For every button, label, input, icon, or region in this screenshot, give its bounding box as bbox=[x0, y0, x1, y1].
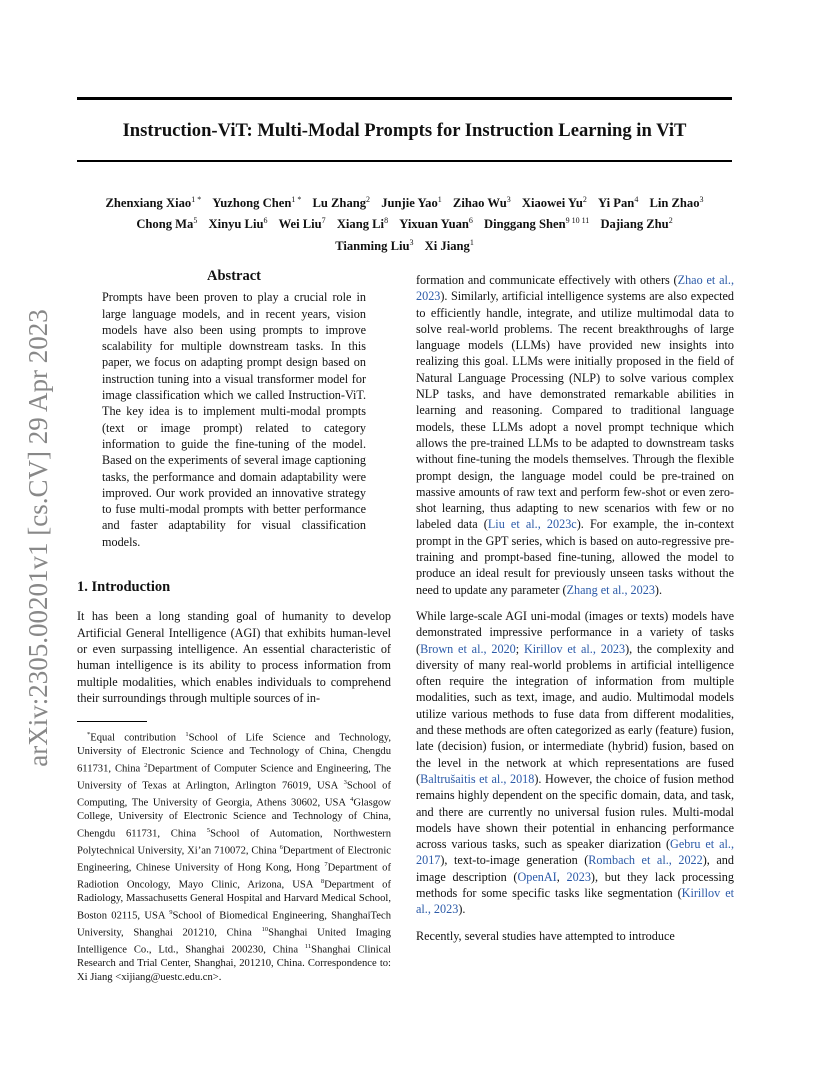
body-text: ; bbox=[515, 641, 524, 656]
author: Zihao Wu$^3$ bbox=[452, 195, 511, 211]
footnote-marker: 7 bbox=[324, 861, 328, 869]
citation-link[interactable]: Baltrušaitis et al., 2018 bbox=[420, 771, 535, 786]
paper-title: Instruction-ViT: Multi-Modal Prompts for Instruction Learning in ViT bbox=[122, 120, 687, 141]
footnote-marker: * bbox=[87, 731, 91, 739]
abstract-heading: Abstract bbox=[207, 268, 261, 284]
right-column bbox=[416, 272, 734, 944]
footnote-marker: 4 bbox=[350, 796, 354, 804]
affiliation-text: School of Computing, The University of Georgia, Athens 30602, USA bbox=[77, 780, 392, 809]
affiliation-text: School of Life Science and Technology, University of Electronic Science and Technology of China, Chengdu 611731, China bbox=[77, 732, 391, 775]
author-line-1 bbox=[77, 191, 732, 212]
author: Xi Jiang$^1$ bbox=[424, 237, 474, 253]
author: Wei Liu$^7$ bbox=[278, 216, 326, 232]
body-text: While large-scale AGI uni-modal (images or texts) models have demonstrated impressive performance in a variety of tasks ( bbox=[416, 608, 734, 656]
body-paragraph bbox=[416, 608, 734, 918]
author: Lin Zhao$^3$ bbox=[649, 195, 704, 211]
author: Dinggang Shen$^{9 10 11}$ bbox=[484, 216, 590, 232]
citation-link[interactable]: 2023 bbox=[566, 869, 591, 884]
author: Junjie Yao$^1$ bbox=[381, 195, 442, 211]
footnote-marker: 9 bbox=[169, 908, 173, 916]
author: Dajiang Zhu$^2$ bbox=[600, 216, 673, 232]
citation-link[interactable]: Gebru et al., 2017 bbox=[416, 837, 734, 868]
footnote-marker: 10 bbox=[261, 926, 269, 934]
footnote-marker: 8 bbox=[320, 878, 325, 886]
author: Yuzhong Chen$^{1 *}$ bbox=[212, 195, 302, 211]
paragraph-gap bbox=[416, 918, 734, 928]
citation-link[interactable]: Zhao et al., 2023 bbox=[416, 273, 734, 304]
footnote-marker: 2 bbox=[144, 761, 148, 769]
author: Xiang Li$^8$ bbox=[336, 216, 389, 232]
author-line-3 bbox=[77, 233, 732, 254]
body-text: Recently, several studies have attempted to introduce bbox=[416, 928, 675, 943]
affiliation-text: Shanghai Clinical Research and Trial Center, Shanghai, 201210, China. Correspondence to: Xi Jiang <xijiang@uestc.edu.cn>. bbox=[77, 944, 391, 983]
left-column bbox=[77, 268, 391, 984]
arxiv-stamp: arXiv:2305.00201v1 [cs.CV] 29 Apr 2023 bbox=[23, 309, 53, 767]
body-paragraph bbox=[416, 928, 734, 944]
body-text: , bbox=[556, 869, 567, 884]
body-text: ). For example, the in-context prompt in the GPT series, which is based on auto-regressive pre-training and prompt-based fine-tuning, allowed the model to produce an ideal result for previously unseen tasks without the need to update any parameter ( bbox=[416, 517, 734, 597]
title-rule-bottom bbox=[77, 160, 732, 162]
author: Chong Ma$^5$ bbox=[136, 216, 198, 232]
affiliation-text: Department of Electronic Engineering, Chinese University of Hong Kong, Hong bbox=[77, 845, 391, 874]
body-text: ). bbox=[654, 582, 663, 597]
affiliations-footnote bbox=[77, 728, 391, 984]
author-list bbox=[77, 191, 732, 255]
footnote-rule bbox=[77, 721, 147, 722]
citation-link[interactable]: Rombach et al., 2022 bbox=[588, 853, 703, 868]
author: Xinyu Liu$^6$ bbox=[208, 216, 268, 232]
author-line-2 bbox=[77, 212, 732, 233]
citation-link[interactable]: Zhang et al., 2023 bbox=[566, 582, 655, 597]
author: Lu Zhang$^2$ bbox=[312, 195, 371, 211]
affiliation-text: Glasgow College, University of Electronic Science and Technology of China, Chengdu 611731, China bbox=[77, 797, 391, 840]
abstract-text: Prompts have been proven to play a crucial role in large language models, and in recent years, vision models have also been using prompts to improve scalability for multiple downstream tasks. In this paper, we focus on adapting prompt design based on instruction tuning into a visual transformer model for image classification which we called Instruction-ViT. The key idea is to implement multi-modal prompts (text or image prompt) related to category information to guide the fine-tuning of the model. Based on the experiments of several image captioning tasks, the performance and domain adaptability were improved. Our work provided an innovative strategy to fuse multi-modal prompts with better performance and faster adaptability for visual classification models. bbox=[102, 290, 366, 549]
author: Tianming Liu$^3$ bbox=[335, 237, 414, 253]
affiliation-text: Department of Computer Science and Engineering, The University of Texas at Arlington, Arlington 76019, USA bbox=[77, 763, 392, 792]
paragraph-gap bbox=[416, 598, 734, 608]
citation-link[interactable]: OpenAI bbox=[517, 869, 557, 884]
affiliation-text: Shanghai United Imaging Intelligence Co., Ltd., Shanghai 200230, China bbox=[77, 927, 391, 956]
affiliation-text: School of Biomedical Engineering, ShanghaiTech University, Shanghai 201210, China bbox=[77, 910, 391, 939]
author: Zhenxiang Xiao$^{1 *}$ bbox=[105, 195, 202, 211]
footnote-marker: 5 bbox=[206, 826, 211, 834]
body-text: ). Similarly, artificial intelligence systems are also expected to efficiently handle, integrate, and utilize multimodal data to solve real-world problems. The recent breakthroughs of large language models (LLMs) have provided new insights into realizing this goal. LLMs were initially proposed in the field of Natural Language Processing (NLP) to solve various complex NLP tasks, and have demonstrated remarkable abilities in learning and reasoning. Compared to traditional language models, these LLMs adopt a novel prompt technique which allows the pre-trained LLMs to be adapted to downstream tasks without fine-tuning the models themselves. Through the flexible prompt design, the language model could be pre-trained on massive amounts of raw text and perform few-shot or even zero-shot learning, thus adapting to new scenarios with few or no labeled data ( bbox=[416, 289, 734, 532]
body-text: ), and image description ( bbox=[416, 853, 734, 884]
footnote-marker: 1 bbox=[185, 731, 189, 739]
affiliation-text: Equal contribution bbox=[90, 732, 186, 744]
citation-link[interactable]: Liu et al., 2023c bbox=[487, 517, 577, 532]
citation-link[interactable]: Kirillov et al., 2023 bbox=[416, 885, 735, 917]
body-text: ), but they lack processing methods for some specific tasks like segmentation ( bbox=[416, 869, 734, 900]
author: Yi Pan$^4$ bbox=[598, 195, 639, 211]
body-paragraph bbox=[416, 272, 734, 598]
affiliation-text: Department of Radiology, Massachusetts General Hospital and Harvard Medical School, Boston 02115, USA bbox=[77, 879, 392, 922]
body-text: ), the complexity and diversity of many real-world problems in artificial intelligence often require the integration of information from multiple modalities, such as text, image, and audio. Multimodal models utilize various methods to fuse data from different modalities, and these methods are often categorized as early (feature) fusion, late (decision) fusion, or intermediate (hybrid) fusion, based on the level in the network at which representations are fused ( bbox=[416, 641, 734, 786]
body-text: ). However, the choice of fusion method remains highly dependent on the specific domain, data, and task, and there are currently no universal fusion rules. Multi-modal models have shown their potential in enhancing performance across various tasks, such as speaker diarization ( bbox=[416, 771, 734, 852]
citation-link[interactable]: Kirillov et al., 2023 bbox=[523, 641, 626, 656]
footnote-marker: 3 bbox=[343, 778, 347, 786]
section-heading-introduction: 1. Introduction bbox=[77, 579, 171, 596]
body-text: ). bbox=[458, 902, 466, 917]
intro-paragraph: It has been a long standing goal of humanity to develop Artificial General Intelligence (AGI) that exhibits human-level or even surpassing intelligence. An essential characteristic of human intelligence is its ability to process information from multiple modalities, which enables individuals to comprehend their surroundings through multiple sources of in- bbox=[77, 609, 391, 705]
affiliation-text: School of Automation, Northwestern Polytechnical University, Xi’an 710072, China bbox=[77, 828, 391, 857]
body-text: formation and communicate effectively with others ( bbox=[416, 273, 678, 287]
body-text: ), text-to-image generation ( bbox=[440, 853, 589, 868]
title-rule-top bbox=[77, 97, 732, 100]
affiliation-text: Department of Radiotion Oncology, Mayo Clinic, Arizona, USA bbox=[77, 862, 391, 891]
author: Yixuan Yuan$^6$ bbox=[399, 216, 473, 232]
footnote-marker: 6 bbox=[279, 843, 283, 851]
citation-link[interactable]: Brown et al., 2020 bbox=[420, 641, 516, 656]
author: Xiaowei Yu$^2$ bbox=[521, 195, 587, 211]
footnote-marker: 11 bbox=[304, 943, 312, 951]
